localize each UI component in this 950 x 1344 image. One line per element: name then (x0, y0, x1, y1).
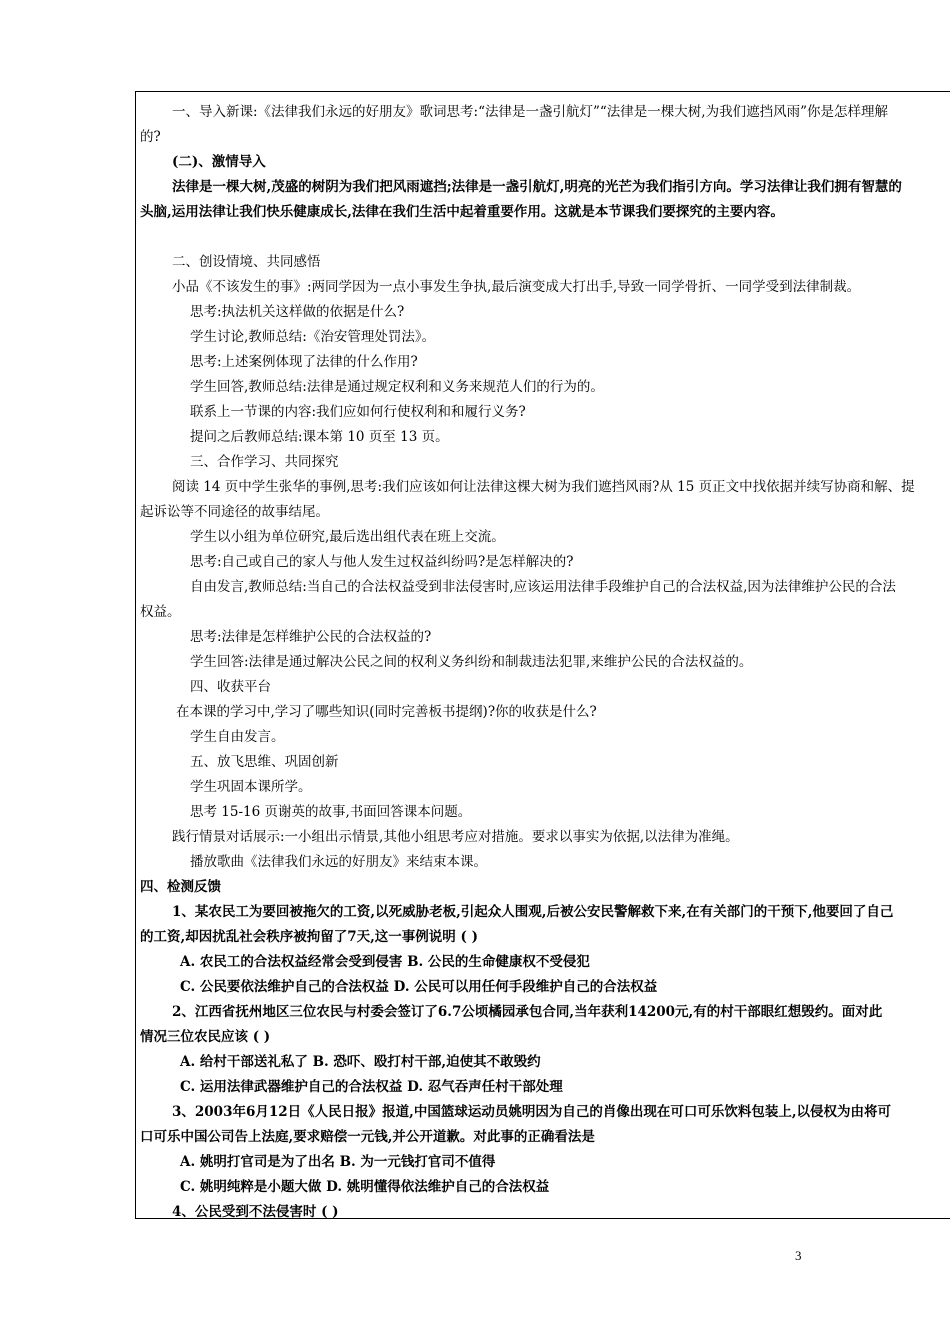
text-line: 的? (140, 129, 161, 145)
text-line: 学生巩固本课所学。 (190, 779, 312, 795)
text-line: A. 农民工的合法权益经常会受到侵害 B. 公民的生命健康权不受侵犯 (180, 954, 590, 970)
text-line: A. 给村干部送礼私了 B. 恐吓、殴打村干部,迫使其不敢毁约 (180, 1054, 541, 1070)
text-line: 1、某农民工为要回被拖欠的工资,以死威胁老板,引起众人围观,后被公安民警解救下来,在有关部门的干预下,他要回了自己 (172, 904, 894, 920)
text-line: 权益。 (140, 604, 181, 620)
text-line: (二)、激情导入 (172, 154, 266, 170)
text-line: 4、公民受到不法侵害时 ( ) (172, 1204, 339, 1220)
text-line: 思考:法律是怎样维护公民的合法权益的? (190, 629, 432, 645)
text-line: 践行情景对话展示:一小组出示情景,其他小组思考应对措施。要求以事实为依据,以法律为准绳。 (172, 829, 739, 845)
text-line: C. 公民要依法维护自己的合法权益 D. 公民可以用任何手段维护自己的合法权益 (180, 979, 658, 995)
text-line: C. 运用法律武器维护自己的合法权益 D. 忍气吞声任村干部处理 (180, 1079, 563, 1095)
text-line: 二、创设情境、共同感悟 (172, 254, 321, 270)
text-line: 三、合作学习、共同探究 (190, 454, 339, 470)
text-line: C. 姚明纯粹是小题大做 D. 姚明懂得依法维护自己的合法权益 (180, 1179, 550, 1195)
text-line: 联系上一节课的内容:我们应如何行使权利和和履行义务? (190, 404, 526, 420)
text-line: 的工资,却因扰乱社会秩序被拘留了7天,这一事例说明 ( ) (140, 929, 478, 945)
text-line: 播放歌曲《法律我们永远的好朋友》来结束本课。 (190, 854, 487, 870)
text-line: 五、放飞思维、巩固创新 (190, 754, 339, 770)
text-line: 情况三位农民应该 ( ) (140, 1029, 271, 1045)
text-line: 四、收获平台 (190, 679, 271, 695)
text-line: 思考:执法机关这样做的依据是什么? (190, 304, 405, 320)
text-line: 提问之后教师总结:课本第 10 页至 13 页。 (190, 429, 449, 445)
text-line: 小品《不该发生的事》:两同学因为一点小事发生争执,最后演变成大打出手,导致一同学骨折、一同学受到法律制裁。 (172, 279, 861, 295)
text-line: 法律是一棵大树,茂盛的树阴为我们把风雨遮挡;法律是一盏引航灯,明亮的光芒为我们指引方向。学习法律让我们拥有智慧的 (172, 179, 902, 195)
text-line: 学生自由发言。 (190, 729, 285, 745)
text-line: 头脑,运用法律让我们快乐健康成长,法律在我们生活中起着重要作用。这就是本节课我们要探究的主要内容。 (140, 204, 784, 220)
text-line: 四、检测反馈 (140, 879, 221, 895)
text-line: 学生讨论,教师总结:《治安管理处罚法》。 (190, 329, 436, 345)
text-line: 思考:自己或自己的家人与他人发生过权益纠纷吗?是怎样解决的? (190, 554, 574, 570)
text-line: 在本课的学习中,学习了哪些知识(同时完善板书提纲)?你的收获是什么? (176, 704, 597, 720)
text-line: 2、江西省抚州地区三位农民与村委会签订了6.7公顷橘园承包合同,当年获利14200元,有的村干部眼红想毁约。面对此 (172, 1004, 883, 1020)
text-line: 口可乐中国公司告上法庭,要求赔偿一元钱,并公开道歉。对此事的正确看法是 (140, 1129, 595, 1145)
text-line: 学生回答,教师总结:法律是通过规定权利和义务来规范人们的行为的。 (190, 379, 604, 395)
text-line: 起诉讼等不同途径的故事结尾。 (140, 504, 329, 520)
text-line: 自由发言,教师总结:当自己的合法权益受到非法侵害时,应该运用法律手段维护自己的合法权益,因为法律维护公民的合法 (190, 579, 896, 595)
text-line: 阅读 14 页中学生张华的事例,思考:我们应该如何让法律这棵大树为我们遮挡风雨?从 15 页正文中找依据并续写协商和解、提 (172, 479, 915, 495)
text-line: 一、导入新课:《法律我们永远的好朋友》歌词思考:“法律是一盏引航灯”“法律是一棵大树,为我们遮挡风雨”你是怎样理解 (172, 104, 888, 120)
text-line: 思考 15-16 页谢英的故事,书面回答课本问题。 (190, 804, 472, 820)
text-line: 学生以小组为单位研究,最后选出组代表在班上交流。 (190, 529, 505, 545)
page-number: 3 (795, 1248, 802, 1263)
text-line: A. 姚明打官司是为了出名 B. 为一元钱打官司不值得 (180, 1154, 496, 1170)
text-line: 思考:上述案例体现了法律的什么作用? (190, 354, 418, 370)
text-line: 学生回答:法律是通过解决公民之间的权利义务纠纷和制裁违法犯罪,来维护公民的合法权益的。 (190, 654, 753, 670)
text-line: 3、2003年6月12日《人民日报》报道,中国篮球运动员姚明因为自己的肖像出现在可口可乐饮料包装上,以侵权为由将可 (172, 1104, 892, 1120)
